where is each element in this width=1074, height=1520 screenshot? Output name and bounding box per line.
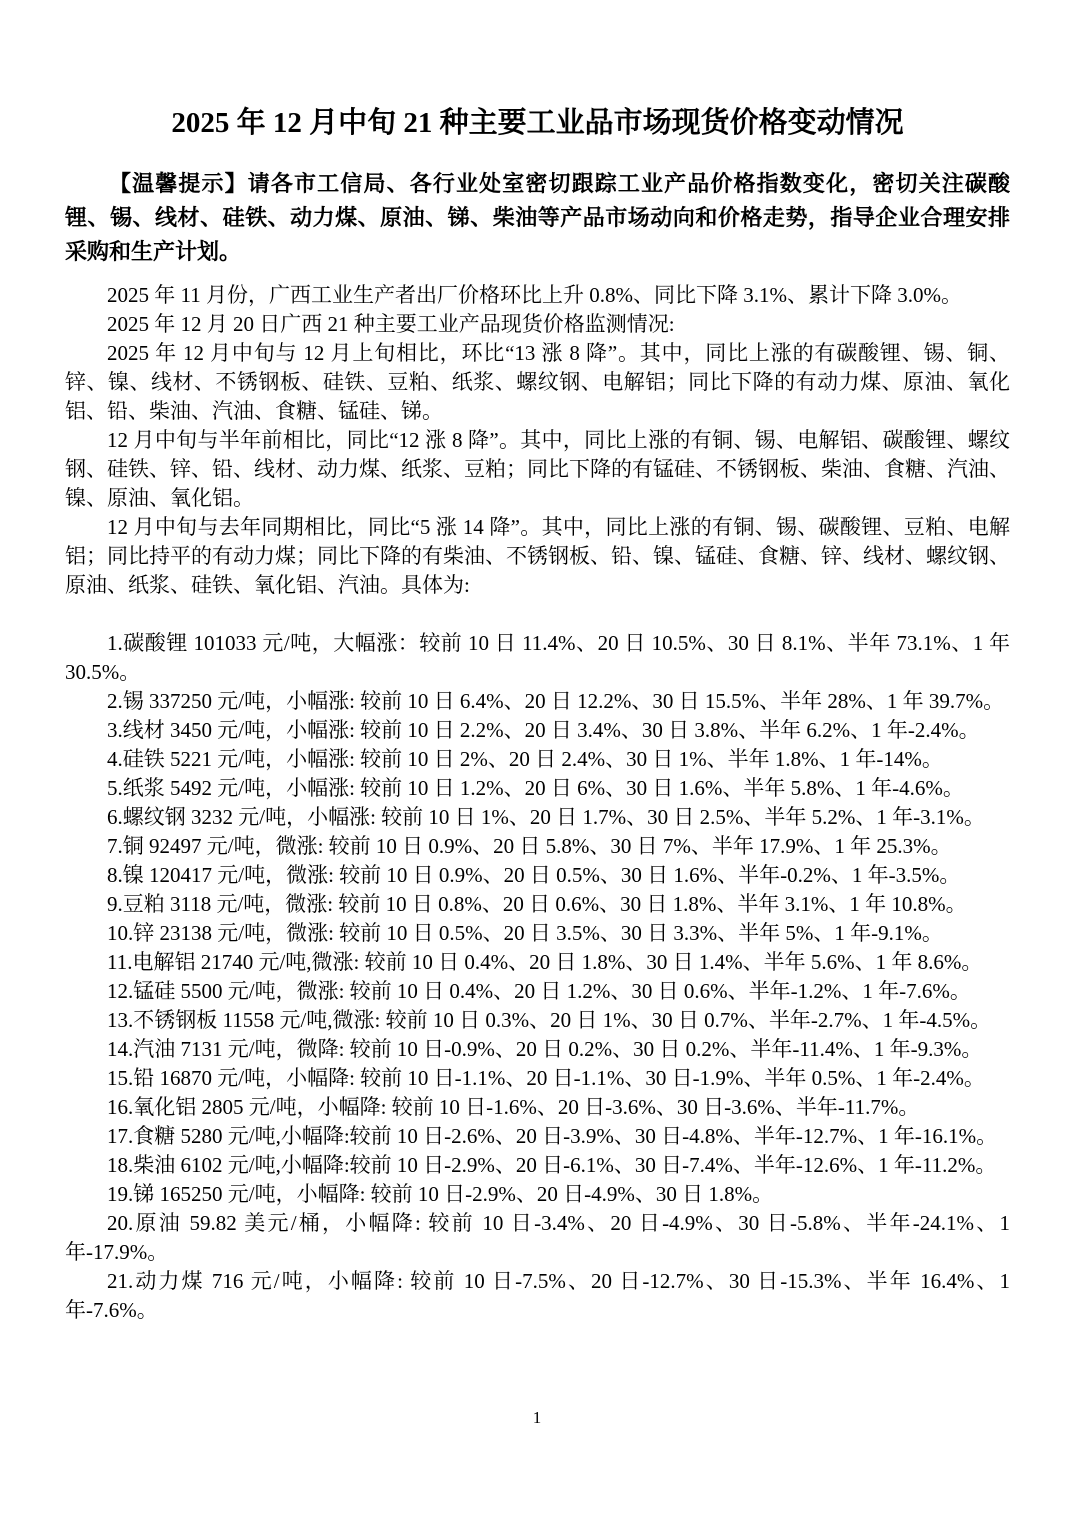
paragraph-monitor-intro: 2025 年 12 月 20 日广西 21 种主要工业产品现货价格监测情况: xyxy=(107,312,675,336)
item-tin: 2.锡 337250 元/吨，小幅涨: 较前 10 日 6.4%、20 日 12.2%、30 日 15.5%、半年 28%、1 年 39.7%。 xyxy=(107,689,1005,713)
item-antimony: 19.锑 165250 元/吨，小幅降: 较前 10 日-2.9%、20 日-4.9%、30 日 1.8%。 xyxy=(107,1182,774,1206)
item-crude-oil: 20.原油 59.82 美元/桶，小幅降: 较前 10 日-3.4%、20 日-4.9%、30 日-5.8%、半年-24.1%、1 年-17.9%。 xyxy=(65,1211,1010,1264)
notice-paragraph: 【温馨提示】请各市工信局、各行业处室密切跟踪工业产品价格指数变化，密切关注碳酸锂、锡、线材、硅铁、动力煤、原油、锑、柴油等产品市场动向和价格走势，指导企业合理安排采购和生产计划。 xyxy=(65,171,1010,264)
item-alumina: 16.氧化铝 2805 元/吨，小幅降: 较前 10 日-1.6%、20 日-3.6%、30 日-3.6%、半年-11.7%。 xyxy=(107,1095,920,1119)
item-ferrosilicon: 4.硅铁 5221 元/吨，小幅涨: 较前 10 日 2%、20 日 2.4%、30 日 1%、半年 1.8%、1 年-14%。 xyxy=(107,747,943,771)
item-lithium-carbonate: 1.碳酸锂 101033 元/吨，大幅涨：较前 10 日 11.4%、20 日 10.5%、30 日 8.1%、半年 73.1%、1 年 30.5%。 xyxy=(65,631,1010,684)
item-electrolytic-aluminum: 11.电解铝 21740 元/吨,微涨: 较前 10 日 0.4%、20 日 1.8%、30 日 1.4%、半年 5.6%、1 年 8.6%。 xyxy=(107,950,983,974)
paragraph-vs-early-dec: 2025 年 12 月中旬与 12 月上旬相比，环比“13 涨 8 降”。其中，同比上涨的有碳酸锂、锡、铜、锌、镍、线材、不锈钢板、硅铁、豆粕、纸浆、螺纹钢、电解铝；同比下降的有动力煤、原油、氧化铝、铅、柴油、汽油、食糖、锰硅、锑。 xyxy=(65,341,1010,423)
paragraph-vs-last-year: 12 月中旬与去年同期相比，同比“5 涨 14 降”。其中，同比上涨的有铜、锡、碳酸锂、豆粕、电解铝；同比持平的有动力煤；同比下降的有柴油、不锈钢板、铅、镍、锰硅、食糖、锌、线材、螺纹钢、原油、纸浆、硅铁、氧化铝、汽油。具体为: xyxy=(65,515,1010,597)
page-title: 2025 年 12 月中旬 21 种主要工业品市场现货价格变动情况 xyxy=(171,107,904,139)
item-diesel: 18.柴油 6102 元/吨,小幅降:较前 10 日-2.9%、20 日-6.1%、30 日-7.4%、半年-12.6%、1 年-11.2%。 xyxy=(107,1153,997,1177)
page-number: 1 xyxy=(532,1408,542,1427)
item-pulp: 5.纸浆 5492 元/吨，小幅涨: 较前 10 日 1.2%、20 日 6%、30 日 1.6%、半年 5.8%、1 年-4.6%。 xyxy=(107,776,964,800)
item-copper: 7.铜 92497 元/吨，微涨: 较前 10 日 0.9%、20 日 5.8%、30 日 7%、半年 17.9%、1 年 25.3%。 xyxy=(107,834,952,858)
item-lead: 15.铅 16870 元/吨，小幅降: 较前 10 日-1.1%、20 日-1.1%、30 日-1.9%、半年 0.5%、1 年-2.4%。 xyxy=(107,1066,985,1090)
item-wire-rod: 3.线材 3450 元/吨，小幅涨: 较前 10 日 2.2%、20 日 3.4%、30 日 3.8%、半年 6.2%、1 年-2.4%。 xyxy=(107,718,980,742)
item-silicomanganese: 12.锰硅 5500 元/吨，微涨: 较前 10 日 0.4%、20 日 1.2%、30 日 0.6%、半年-1.2%、1 年-7.6%。 xyxy=(107,979,971,1003)
item-rebar: 6.螺纹钢 3232 元/吨，小幅涨: 较前 10 日 1%、20 日 1.7%、30 日 2.5%、半年 5.2%、1 年-3.1%。 xyxy=(107,805,985,829)
paragraph-ppi-summary: 2025 年 11 月份，广西工业生产者出厂价格环比上升 0.8%、同比下降 3.1%、累计下降 3.0%。 xyxy=(107,283,962,307)
paragraph-vs-half-year: 12 月中旬与半年前相比，同比“12 涨 8 降”。其中，同比上涨的有铜、锡、电解铝、碳酸锂、螺纹钢、硅铁、锌、铅、线材、动力煤、纸浆、豆粕；同比下降的有锰硅、不锈钢板、柴油、食糖、汽油、镍、原油、氧化铝。 xyxy=(65,428,1010,510)
item-sugar: 17.食糖 5280 元/吨,小幅降:较前 10 日-2.6%、20 日-3.9%、30 日-4.8%、半年-12.7%、1 年-16.1%。 xyxy=(107,1124,998,1148)
item-thermal-coal: 21.动力煤 716 元/吨，小幅降: 较前 10 日-7.5%、20 日-12.7%、30 日-15.3%、半年 16.4%、1 年-7.6%。 xyxy=(65,1269,1010,1322)
item-nickel: 8.镍 120417 元/吨，微涨: 较前 10 日 0.9%、20 日 0.5%、30 日 1.6%、半年-0.2%、1 年-3.5%。 xyxy=(107,863,961,887)
item-gasoline: 14.汽油 7131 元/吨，微降: 较前 10 日-0.9%、20 日 0.2%、30 日 0.2%、半年-11.4%、1 年-9.3%。 xyxy=(107,1037,983,1061)
item-list xyxy=(65,629,1010,1325)
item-soybean-meal: 9.豆粕 3118 元/吨，微涨: 较前 10 日 0.8%、20 日 0.6%、30 日 1.8%、半年 3.1%、1 年 10.8%。 xyxy=(107,892,967,916)
item-stainless-steel-plate: 13.不锈钢板 11558 元/吨,微涨: 较前 10 日 0.3%、20 日 1%、30 日 0.7%、半年-2.7%、1 年-4.5%。 xyxy=(107,1008,992,1032)
item-zinc: 10.锌 23138 元/吨，微涨: 较前 10 日 0.5%、20 日 3.5%、30 日 3.3%、半年 5%、1 年-9.1%。 xyxy=(107,921,943,945)
